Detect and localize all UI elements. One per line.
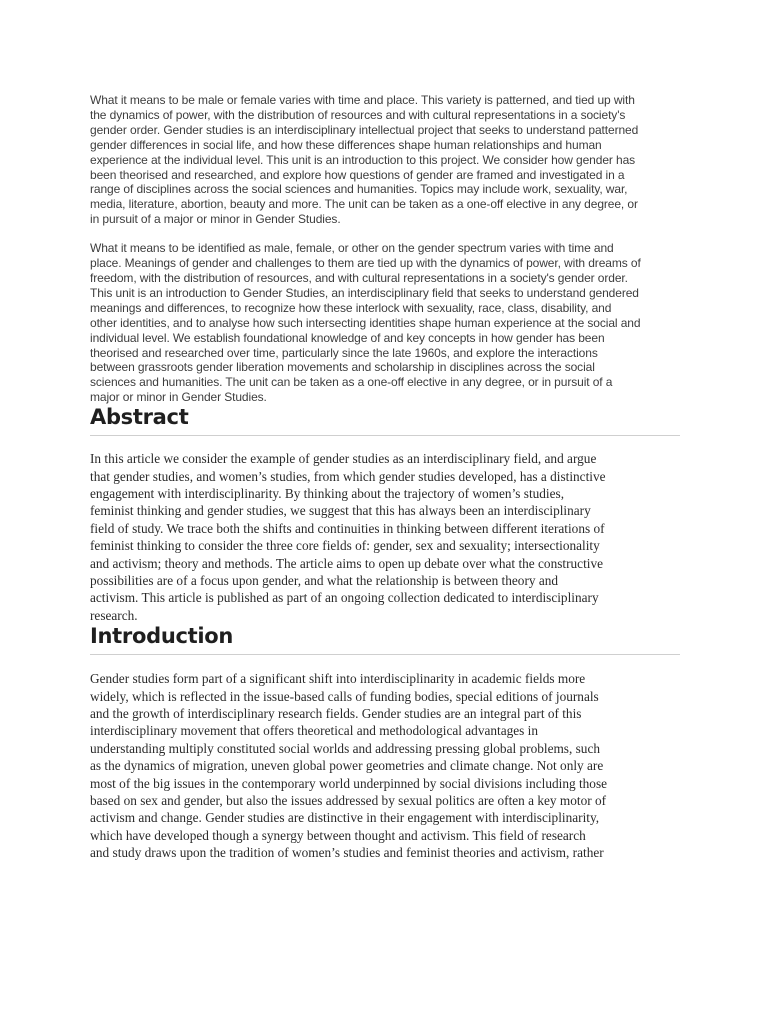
unit-description-paragraph: What it means to be male or female varies with time and place. This variety is patterned, and tied up with the dynamics of power, with the distribution of resources and with cultural representations in a society's gender order. Gender studies is an interdisciplinary intellectual project that seeks to understand patterned gender differences in social life, and how these differences shape human relationships and human experience at the individual level. This unit is an introduction to this project. We consider how gender has been theorised and researched, and explore how questions of gender are framed and investigated in a range of disciplines across the social sciences and humanities. Topics may include work, sexuality, war, media, literature, abortion, beauty and more. The unit can be taken as a one-off elective in any degree, or in pursuit of a major or minor in Gender Studies. <box>90 93 639 227</box>
introduction-body: Gender studies form part of a significant shift into interdisciplinarity in academic fields more widely, which is reflected in the issue-based calls of funding bodies, special editions of journals and the growth of interdisciplinary research fields. Gender studies are an integral part of this interdisciplinary movement that offers theoretical and methodological advantages in understanding multiply constituted social worlds and addressing pressing global problems, such as the dynamics of migration, uneven global power geometries and climate change. Not only are most of the big issues in the contemporary world underpinned by social divisions including those based on sex and gender, but also the issues addressed by sexual politics are often a key motor of activism and change. Gender studies are distinctive in their engagement with interdisciplinarity, which have developed though a synergy between thought and activism. This field of research and study draws upon the tradition of women’s studies and feminist theories and activism, rather <box>90 671 608 861</box>
abstract-heading: Abstract <box>90 405 680 436</box>
abstract-body: In this article we consider the example of gender studies as an interdisciplinary field, and argue that gender studies, and women’s studies, from which gender studies developed, has a distinctive engagement with interdisciplinarity. By thinking about the trajectory of women’s studies, feminist thinking and gender studies, we suggest that this has always been an interdisciplinary field of study. We trace both the shifts and continuities in thinking between different iterations of feminist thinking to consider the three core fields of: gender, sex and sexuality; intersectionality and activism; theory and methods. The article aims to open up debate over what the constructive possibilities are of a focus upon gender, and what the relationship is between theory and activism. This article is published as part of an ongoing collection dedicated to interdisciplinary research. <box>90 451 606 623</box>
document-page <box>90 93 680 862</box>
unit-description-paragraph-revised: What it means to be identified as male, female, or other on the gender spectrum varies with time and place. Meanings of gender and challenges to them are tied up with the dynamics of power, with dreams of freedom, with the distribution of resources, and with cultural representations in a society's gender order. This unit is an introduction to Gender Studies, an interdisciplinary field that seeks to understand gendered meanings and differences, to recognize how these interlock with sexuality, race, class, disability, and other identities, and to analyse how such intersecting identities shape human experience at the social and individual level. We establish foundational knowledge of and key concepts in how gender has been theorised and researched over time, particularly since the late 1960s, and explore the interactions between grassroots gender liberation movements and scholarship in disciplines across the social sciences and humanities. The unit can be taken as a one-off elective in any degree, or in pursuit of a major or minor in Gender Studies. <box>90 241 641 405</box>
introduction-heading: Introduction <box>90 624 680 655</box>
